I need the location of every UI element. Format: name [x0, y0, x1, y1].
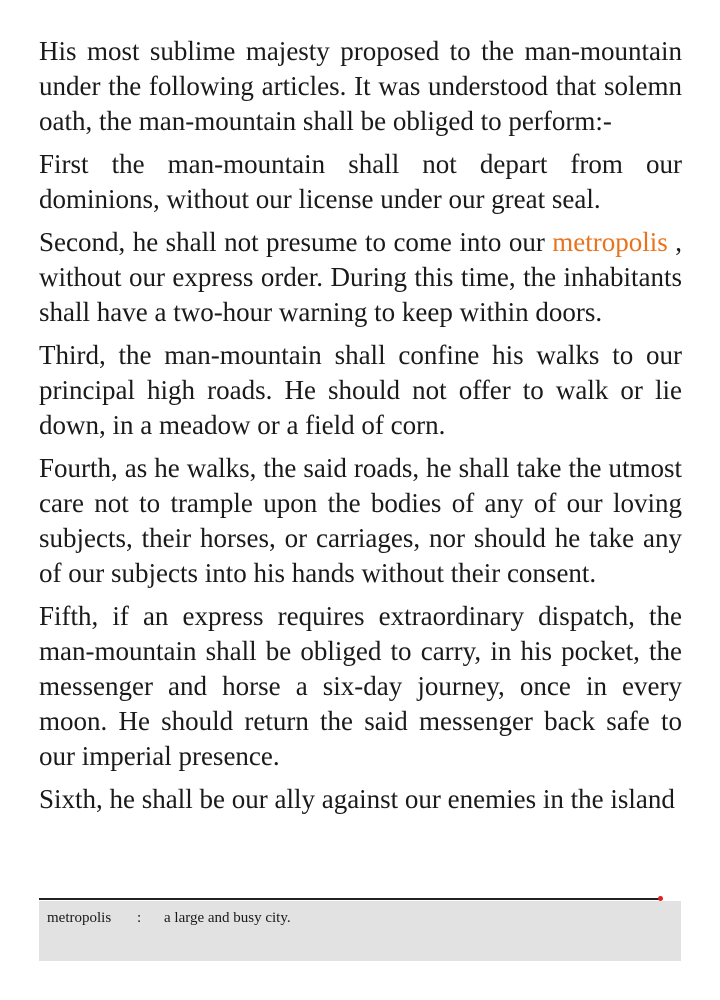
glossary-term-metropolis[interactable]: metropolis: [552, 227, 668, 257]
footnote-term: metropolis: [47, 910, 112, 926]
paragraph-first-article: First the man-mountain shall not depart from our dominions, without our license under our great seal.: [39, 149, 682, 214]
footnote-divider: [39, 898, 661, 900]
paragraph-second-article: [39, 225, 682, 330]
paragraph-fourth-article: Fourth, as he walks, the said roads, he shall take the utmost care not to trample upon the bodies of any of our loving subjects, their horses, or carriages, nor should he take any of our subjects into his hands without their consent.: [39, 453, 682, 588]
paragraph-fifth-article: Fifth, if an express requires extraordinary dispatch, the man-mountain shall be obliged to carry, in his pocket, the messenger and horse a six-day journey, once in every moon. He should return the said messenger back safe to our imperial presence.: [39, 601, 682, 771]
paragraph-second-text-before: Second, he shall not presume to come into our: [39, 227, 553, 257]
paragraph-third-article: Third, the man-mountain shall confine his walks to our principal high roads. He should not offer to walk or lie down, in a meadow or a field of corn.: [39, 340, 682, 440]
paragraph-second-text-after: , without our express order. During this time, the inhabitants shall have a two-hour warning to keep within doors.: [39, 227, 682, 327]
paragraph-intro: His most sublime majesty proposed to the man-mountain under the following articles. It was understood that solemn oath, the man-mountain shall be obliged to perform:-: [39, 36, 682, 136]
article-body: [39, 34, 682, 825]
footnote-separator: :: [137, 910, 142, 926]
paragraph-sixth-article: Sixth, he shall be our ally against our enemies in the island: [39, 784, 675, 814]
footnote-definition: a large and busy city.: [164, 910, 291, 926]
footnote-glossary: [39, 901, 681, 961]
